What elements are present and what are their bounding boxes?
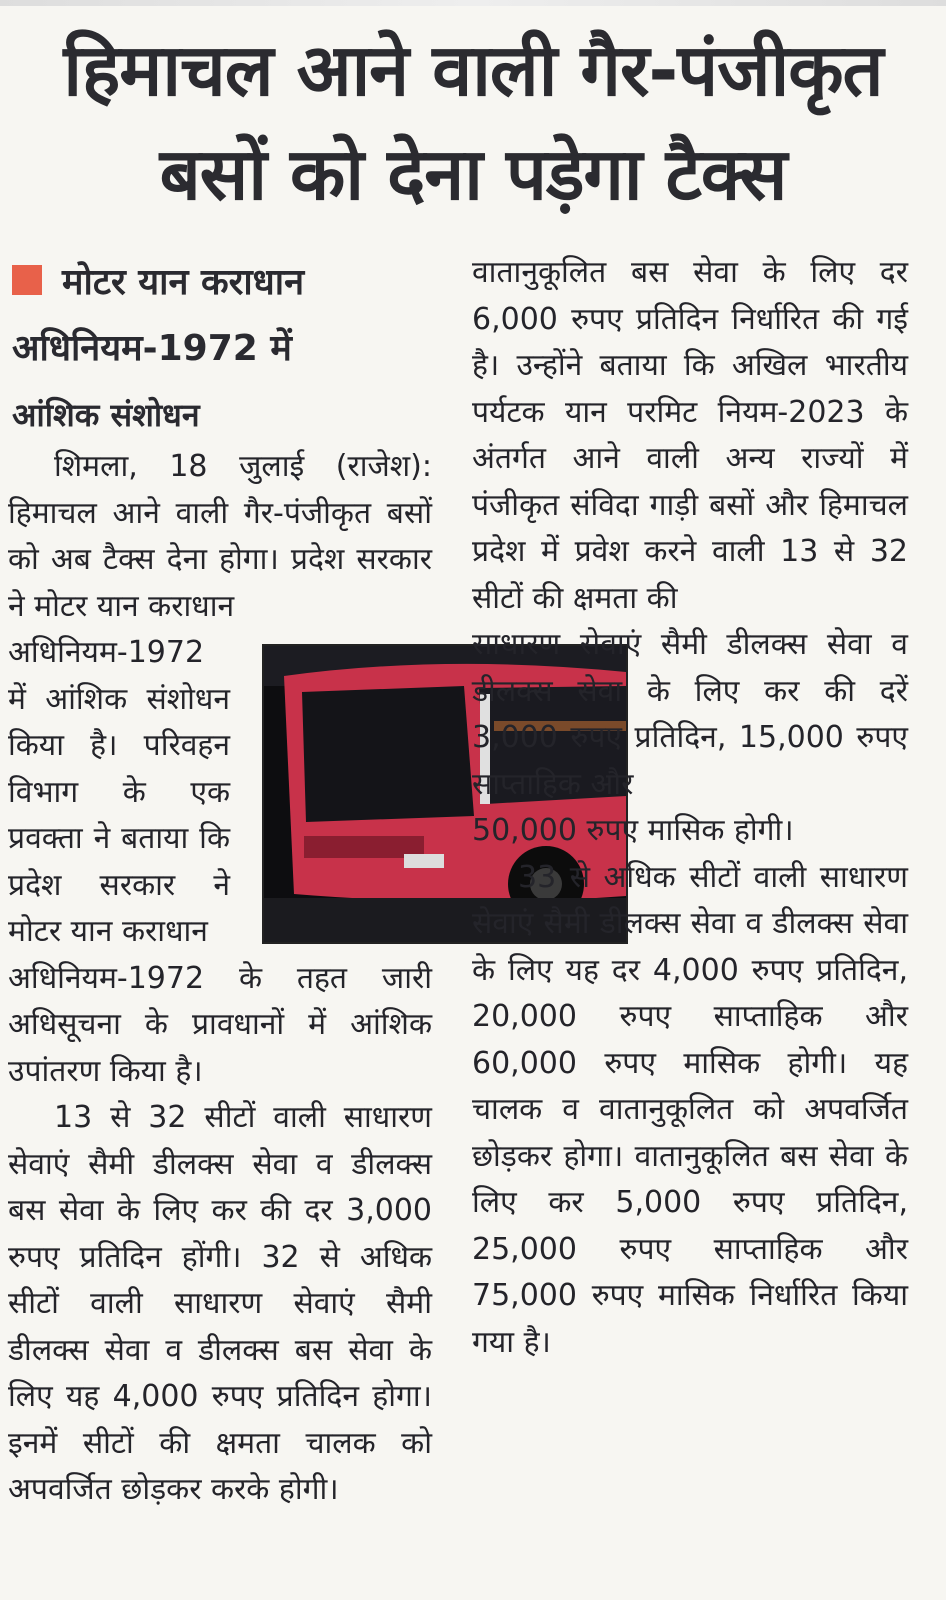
article-paragraph: शिमला, 18 जुलाई (राजेश): हिमाचल आने वाली गैर-पंजीकृत बसों को अब टैक्स देना होगा। प्रदेश सरकार ने मोटर यान कराधान [8, 449, 432, 624]
article-paragraph: अधिनियम-1972 के तहत जारी अधिसूचना के प्रावधानों में आंशिक उपांतरण किया है। [8, 960, 432, 1089]
article-paragraph: वातानुकूलित बस सेवा के लिए दर 6,000 रुपए प्रतिदिन निर्धारित की गई है। उन्होंने बताया कि अखिल भारतीय पर्यटक यान परमिट नियम-2023 के अंतर्गत आने वाली अन्य राज्यों में पंजीकृत संविदा गाड़ी बसों और हिमाचल प्रदेश में प्रवेश करने वाली 13 से 32 सीटों की क्षमता की [472, 255, 908, 616]
headline-line-1: हिमाचल आने वाली गैर-पंजीकृत [63, 28, 883, 112]
article-paragraph-wrapped: अधिनियम-1972 में आंशिक संशोधन किया है। परिवहन विभाग के एक प्रवक्ता ने बताया कि प्रदेश सरकार ने मोटर यान कराधान [8, 635, 230, 949]
subhead-line-2: अधिनियम-1972 में [12, 328, 292, 369]
headline-line-2: बसों को देना पड़ेगा टैक्स [159, 132, 787, 216]
subhead-line-3: आंशिक संशोधन [12, 396, 200, 434]
article-paragraph: 13 से 32 सीटों वाली साधारण सेवाएं सैमी डीलक्स सेवा व डीलक्स बस सेवा के लिए कर की दर 3,000 रुपए प्रतिदिन होंगी। 32 से अधिक सीटों वाली साधारण सेवाएं सैमी डीलक्स सेवा व डीलक्स बस सेवा के लिए यह 4,000 रुपए प्रतिदिन होगा। इनमें सीटों की क्षमता चालक को अपवर्जित छोड़कर करके होगी। [8, 1100, 432, 1507]
article-paragraph: 50,000 रुपए मासिक होगी। [472, 813, 794, 848]
top-rule [0, 0, 946, 6]
article-paragraph-wrapped: साधारण सेवाएं सैमी डीलक्स सेवा व डीलक्स सेवा के लिए कर की दरें 3,000 रुपए प्रतिदिन, 15,000 रुपए साप्ताहिक और [472, 627, 908, 802]
subhead-line-1: मोटर यान कराधान [12, 250, 442, 316]
bullet-square-icon [12, 265, 42, 295]
left-column [8, 444, 432, 1514]
headline [20, 18, 926, 226]
article-paragraph: 33 से अधिक सीटों वाली साधारण सेवाएं सैमी डीलक्स सेवा व डीलक्स सेवा के लिए यह दर 4,000 रुपए प्रतिदिन, 20,000 रुपए साप्ताहिक और 60,000 रुपए मासिक होगी। यह चालक व वातानुकूलित को अपवर्जित छोड़कर होगा। वातानुकूलित बस सेवा के लिए कर 5,000 रुपए प्रतिदिन, 25,000 रुपए साप्ताहिक और 75,000 रुपए मासिक निर्धारित किया गया है। [472, 859, 908, 1360]
right-column [472, 250, 908, 1366]
subheading [12, 250, 442, 448]
